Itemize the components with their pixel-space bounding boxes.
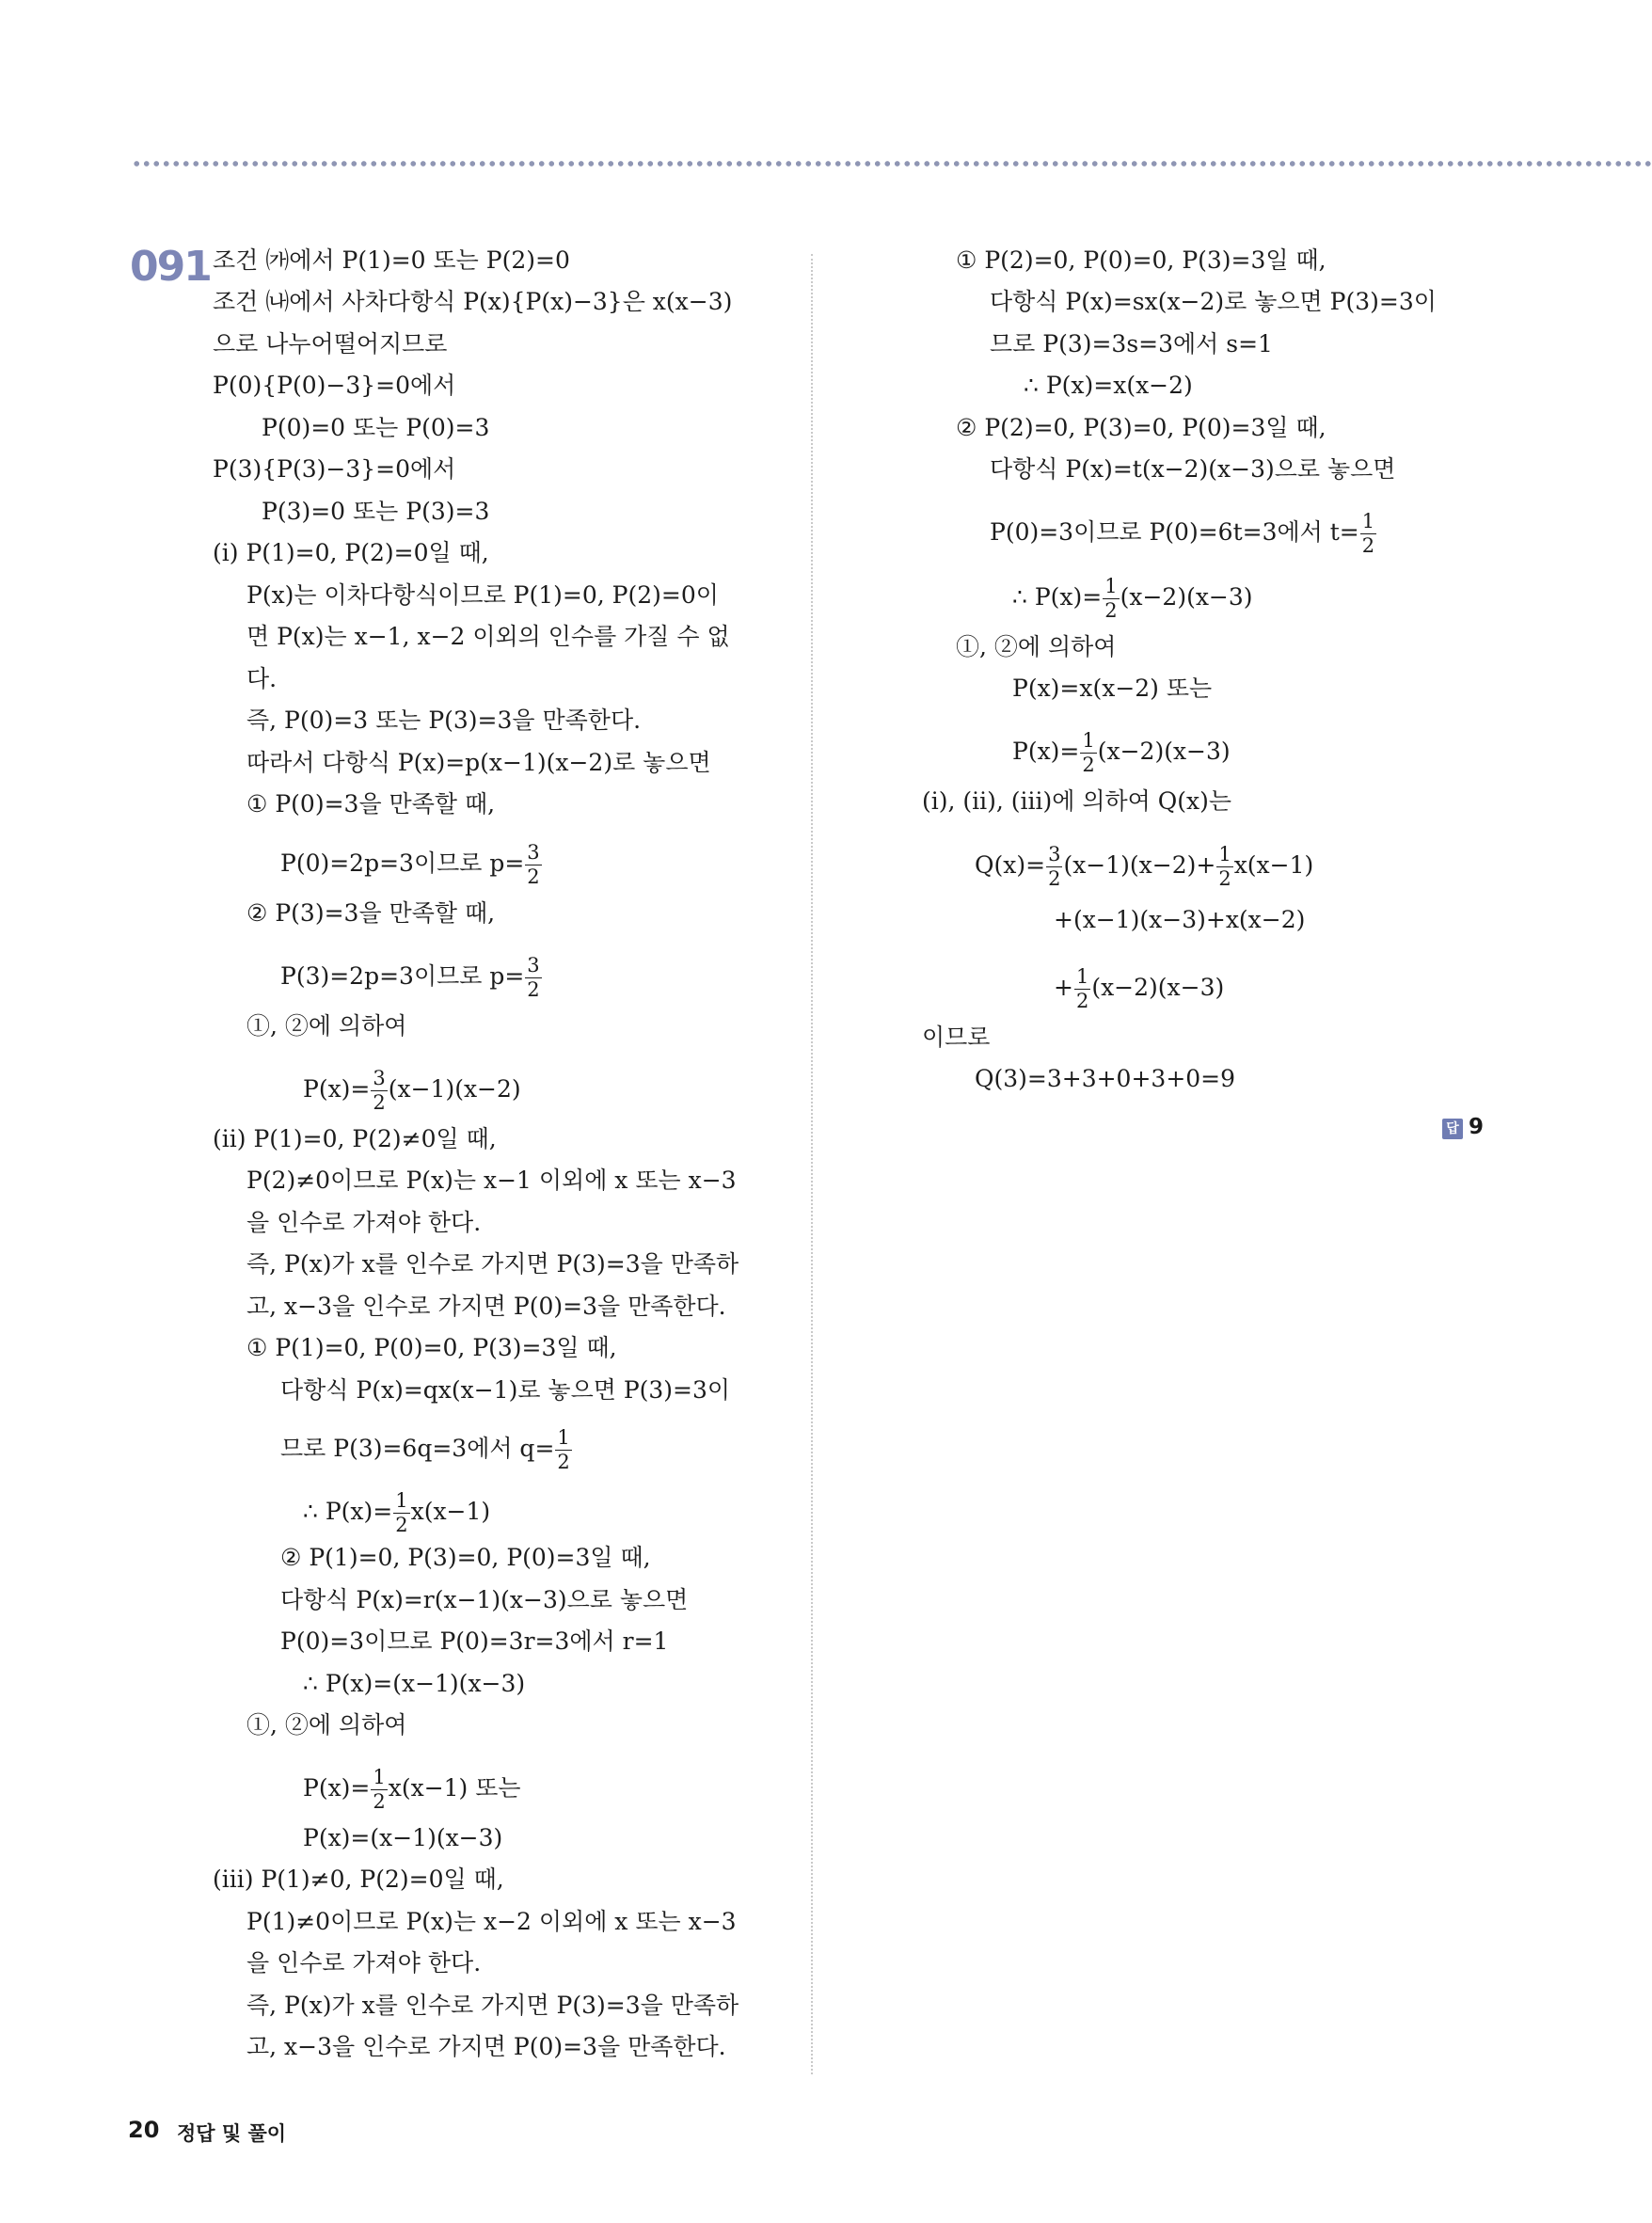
solution-line: (ⅲ) P(1)≠0, P(2)=0일 때, [213,1866,504,1893]
solution-line: 따라서 다항식 P(x)=p(x−1)(x−2)로 놓으면 [246,749,711,776]
solution-line: P(0)=0 또는 P(0)=3 [262,414,490,441]
solution-line: ①, ②에 의하여 [246,1711,407,1739]
solution-line: P(0)=3이므로 P(0)=3r=3에서 r=1 [280,1628,669,1655]
solution-line: 을 인수로 가져야 한다. [246,1209,482,1236]
solution-line: P(x)= $\frac{1}{2}$ x(x−1) 또는 [303,1766,521,1813]
solution-line: P(3)=2p=3이므로 p= $\frac{3}{2}$ [280,954,540,1001]
solution-line: P(x)는 이차다항식이므로 P(1)=0, P(2)=0이 [246,581,719,609]
solution-line: ① P(2)=0, P(0)=0, P(3)=3일 때, [956,246,1326,274]
solution-line: 다항식 P(x)=qx(x−1)로 놓으면 P(3)=3이 [280,1376,731,1404]
solution-line: ∴ P(x)= $\frac{1}{2}$ (x−2)(x−3) [1012,575,1253,622]
solution-line: (ⅱ) P(1)=0, P(2)≠0일 때, [213,1125,497,1152]
solution-line: ② P(2)=0, P(3)=0, P(0)=3일 때, [956,414,1326,441]
solution-line: ∴ P(x)= $\frac{1}{2}$ x(x−1) [303,1489,491,1536]
solution-line: 으로 나누어떨어지므로 [213,330,448,357]
answer-badge: 답 [1442,1119,1463,1139]
solution-line: 조건 ㈏에서 사차다항식 P(x){P(x)−3}은 x(x−3) [213,288,733,315]
solution-line: (ⅰ), (ⅱ), (ⅲ)에 의하여 Q(x)는 [922,787,1232,815]
solution-line: P(x)= $\frac{1}{2}$ (x−2)(x−3) [1012,729,1231,776]
solution-line: ① P(0)=3을 만족할 때, [246,790,496,818]
solution-line: 조건 ㈎에서 P(1)=0 또는 P(2)=0 [213,246,570,274]
dotted-header-rule [132,160,1652,167]
solution-line: (ⅰ) P(1)=0, P(2)=0일 때, [213,539,489,566]
solution-line: P(x)=(x−1)(x−3) [303,1824,503,1851]
solution-line: P(3)=0 또는 P(3)=3 [262,498,490,525]
solution-line: 다항식 P(x)=r(x−1)(x−3)으로 놓으면 [280,1586,689,1613]
solution-line: P(3){P(3)−3}=0에서 [213,455,456,483]
solution-line: ∴ P(x)=x(x−2) [1024,372,1193,399]
solution-line: P(x)=x(x−2) 또는 [1012,675,1213,702]
column-divider [811,254,813,2074]
solution-line: P(0)=3이므로 P(0)=6t=3에서 t= $\frac{1}{2}$ [990,510,1375,557]
solution-line: ①, ②에 의하여 [246,1012,407,1040]
solution-line: Q(x)= $\frac{3}{2}$ (x−1)(x−2)+ $\frac{1}{2}$ x(x−1) [975,843,1314,890]
solution-line: 즉, P(0)=3 또는 P(3)=3을 만족한다. [246,707,642,734]
problem-number: 091 [130,243,211,291]
answer-value: 9 [1469,1115,1485,1139]
solution-line: P(x)= $\frac{3}{2}$ (x−1)(x−2) [303,1067,521,1114]
solution-line: + $\frac{1}{2}$ (x−2)(x−3) [1054,965,1225,1012]
solution-line: 다항식 P(x)=sx(x−2)로 놓으면 P(3)=3이 [990,288,1437,315]
page-number: 20 [128,2117,160,2143]
answer-box [1442,1115,1484,1139]
solution-line: +(x−1)(x−3)+x(x−2) [1054,906,1306,933]
solution-line: Q(3)=3+3+0+3+0=9 [975,1065,1236,1092]
solution-line: 고, x−3을 인수로 가지면 P(0)=3을 만족한다. [246,2033,726,2060]
solution-line: 고, x−3을 인수로 가지면 P(0)=3을 만족한다. [246,1293,726,1320]
solution-line: ① P(1)=0, P(0)=0, P(3)=3일 때, [246,1334,617,1361]
solution-line: 므로 P(3)=6q=3에서 q= $\frac{1}{2}$ [280,1426,570,1473]
solution-line: 을 인수로 가져야 한다. [246,1949,482,1977]
solution-line: ② P(1)=0, P(3)=0, P(0)=3일 때, [280,1544,651,1571]
solution-line: ② P(3)=3을 만족할 때, [246,899,496,927]
page-label: 정답 및 풀이 [177,2122,287,2145]
solution-line: P(2)≠0이므로 P(x)는 x−1 이외에 x 또는 x−3 [246,1167,737,1194]
solution-line: 다. [246,665,278,692]
solution-line: 다항식 P(x)=t(x−2)(x−3)으로 놓으면 [990,455,1396,483]
solution-line: P(0)=2p=3이므로 p= $\frac{3}{2}$ [280,841,540,888]
solution-line: ①, ②에 의하여 [956,633,1117,660]
solution-line: 즉, P(x)가 x를 인수로 가지면 P(3)=3을 만족하 [246,1250,739,1278]
solution-line: ∴ P(x)=(x−1)(x−3) [303,1670,526,1697]
solution-line: 이므로 [922,1024,991,1051]
solution-line: 므로 P(3)=3s=3에서 s=1 [990,330,1273,357]
solution-line: 즉, P(x)가 x를 인수로 가지면 P(3)=3을 만족하 [246,1992,739,2019]
solution-line: P(1)≠0이므로 P(x)는 x−2 이외에 x 또는 x−3 [246,1908,737,1935]
solution-line: P(0){P(0)−3}=0에서 [213,372,456,399]
solution-line: 면 P(x)는 x−1, x−2 이외의 인수를 가질 수 없 [246,623,730,650]
